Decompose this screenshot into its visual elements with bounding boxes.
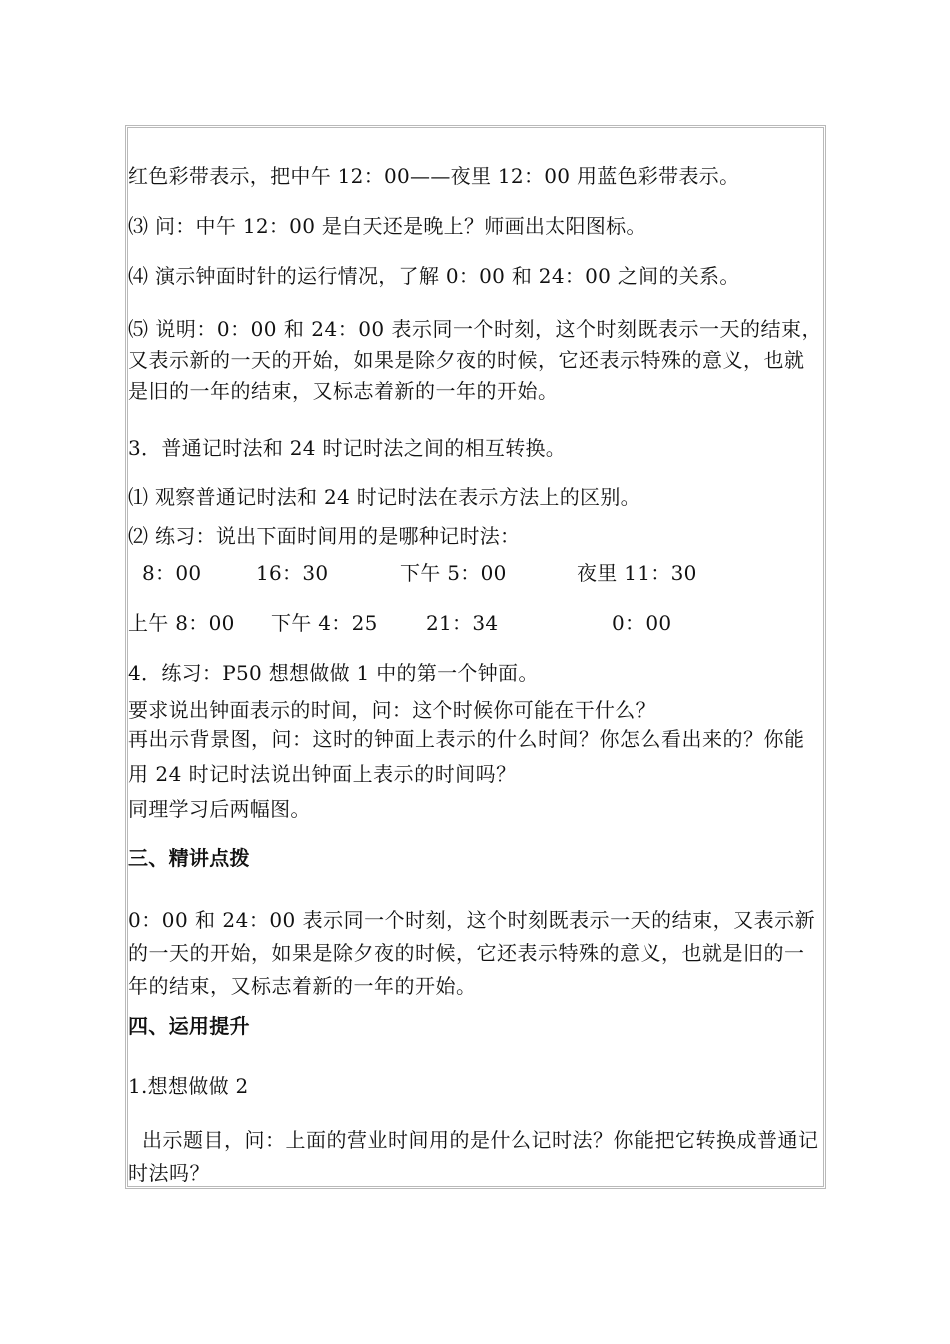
time-item: 21：34: [426, 611, 499, 635]
paragraph-key-point: 0：00 和 24：00 表示同一个时刻，这个时刻既表示一天的结束，又表示新的一天的开始，如果是除夕夜的时候，它还表示特殊的意义，也就是旧的一年的结束，又标志着新的一年的开始。: [128, 908, 816, 998]
paragraph-midnight-explanation: ⑸ 说明：0：00 和 24：00 表示同一个时刻，这个时刻既表示一天的结束，又表示新的一天的开始，如果是除夕夜的时候，它还表示特殊的意义，也就是旧的一年的结束，又标志着新的一年的开始。: [128, 317, 823, 403]
time-item: 16：30: [256, 561, 329, 585]
times-row-1: [128, 561, 824, 585]
times-row-2: [128, 611, 824, 635]
paragraph-same-method: 同理学习后两幅图。: [128, 797, 311, 821]
paragraph-ribbon-colors: 红色彩带表示，把中午 12：00——夜里 12：00 用蓝色彩带表示。: [128, 164, 740, 188]
time-item: 上午 8：00: [128, 611, 235, 635]
paragraph-observe-difference: ⑴ 观察普通记时法和 24 时记时法在表示方法上的区别。: [128, 485, 641, 509]
time-item: 8：00: [142, 561, 202, 585]
paragraph-conversion-title: 3．普通记时法和 24 时记时法之间的相互转换。: [128, 436, 567, 460]
time-item: 下午 4：25: [271, 611, 378, 635]
paragraph-exercise-question: 要求说出钟面表示的时间，问：这个时候你可能在干什么？: [128, 698, 656, 722]
time-item: 夜里 11：30: [577, 561, 697, 585]
time-item: 下午 5：00: [400, 561, 507, 585]
time-item: 0：00: [612, 611, 672, 635]
paragraph-practice-prompt: ⑵ 练习：说出下面时间用的是哪种记时法：: [128, 524, 521, 548]
paragraph-exercise-title: 4．练习：P50 想想做做 1 中的第一个钟面。: [128, 661, 539, 685]
paragraph-business-hours-question: 出示题目，问：上面的营业时间用的是什么记时法？你能把它转换成普通记时法吗？: [128, 1128, 819, 1185]
section-heading-4: 四、运用提升: [128, 1014, 250, 1038]
paragraph-clock-demo: ⑷ 演示钟面时针的运行情况，了解 0：00 和 24：00 之间的关系。: [128, 264, 740, 288]
paragraph-background-question: 再出示背景图，问：这时的钟面上表示的什么时间？你怎么看出来的？你能用 24 时记时法说出钟面上表示的时间吗？: [128, 727, 805, 786]
paragraph-exercise-2-title: 1.想想做做 2: [128, 1074, 249, 1098]
section-heading-3: 三、精讲点拨: [128, 846, 250, 870]
paragraph-noon-question: ⑶ 问：中午 12：00 是白天还是晚上？师画出太阳图标。: [128, 214, 647, 238]
